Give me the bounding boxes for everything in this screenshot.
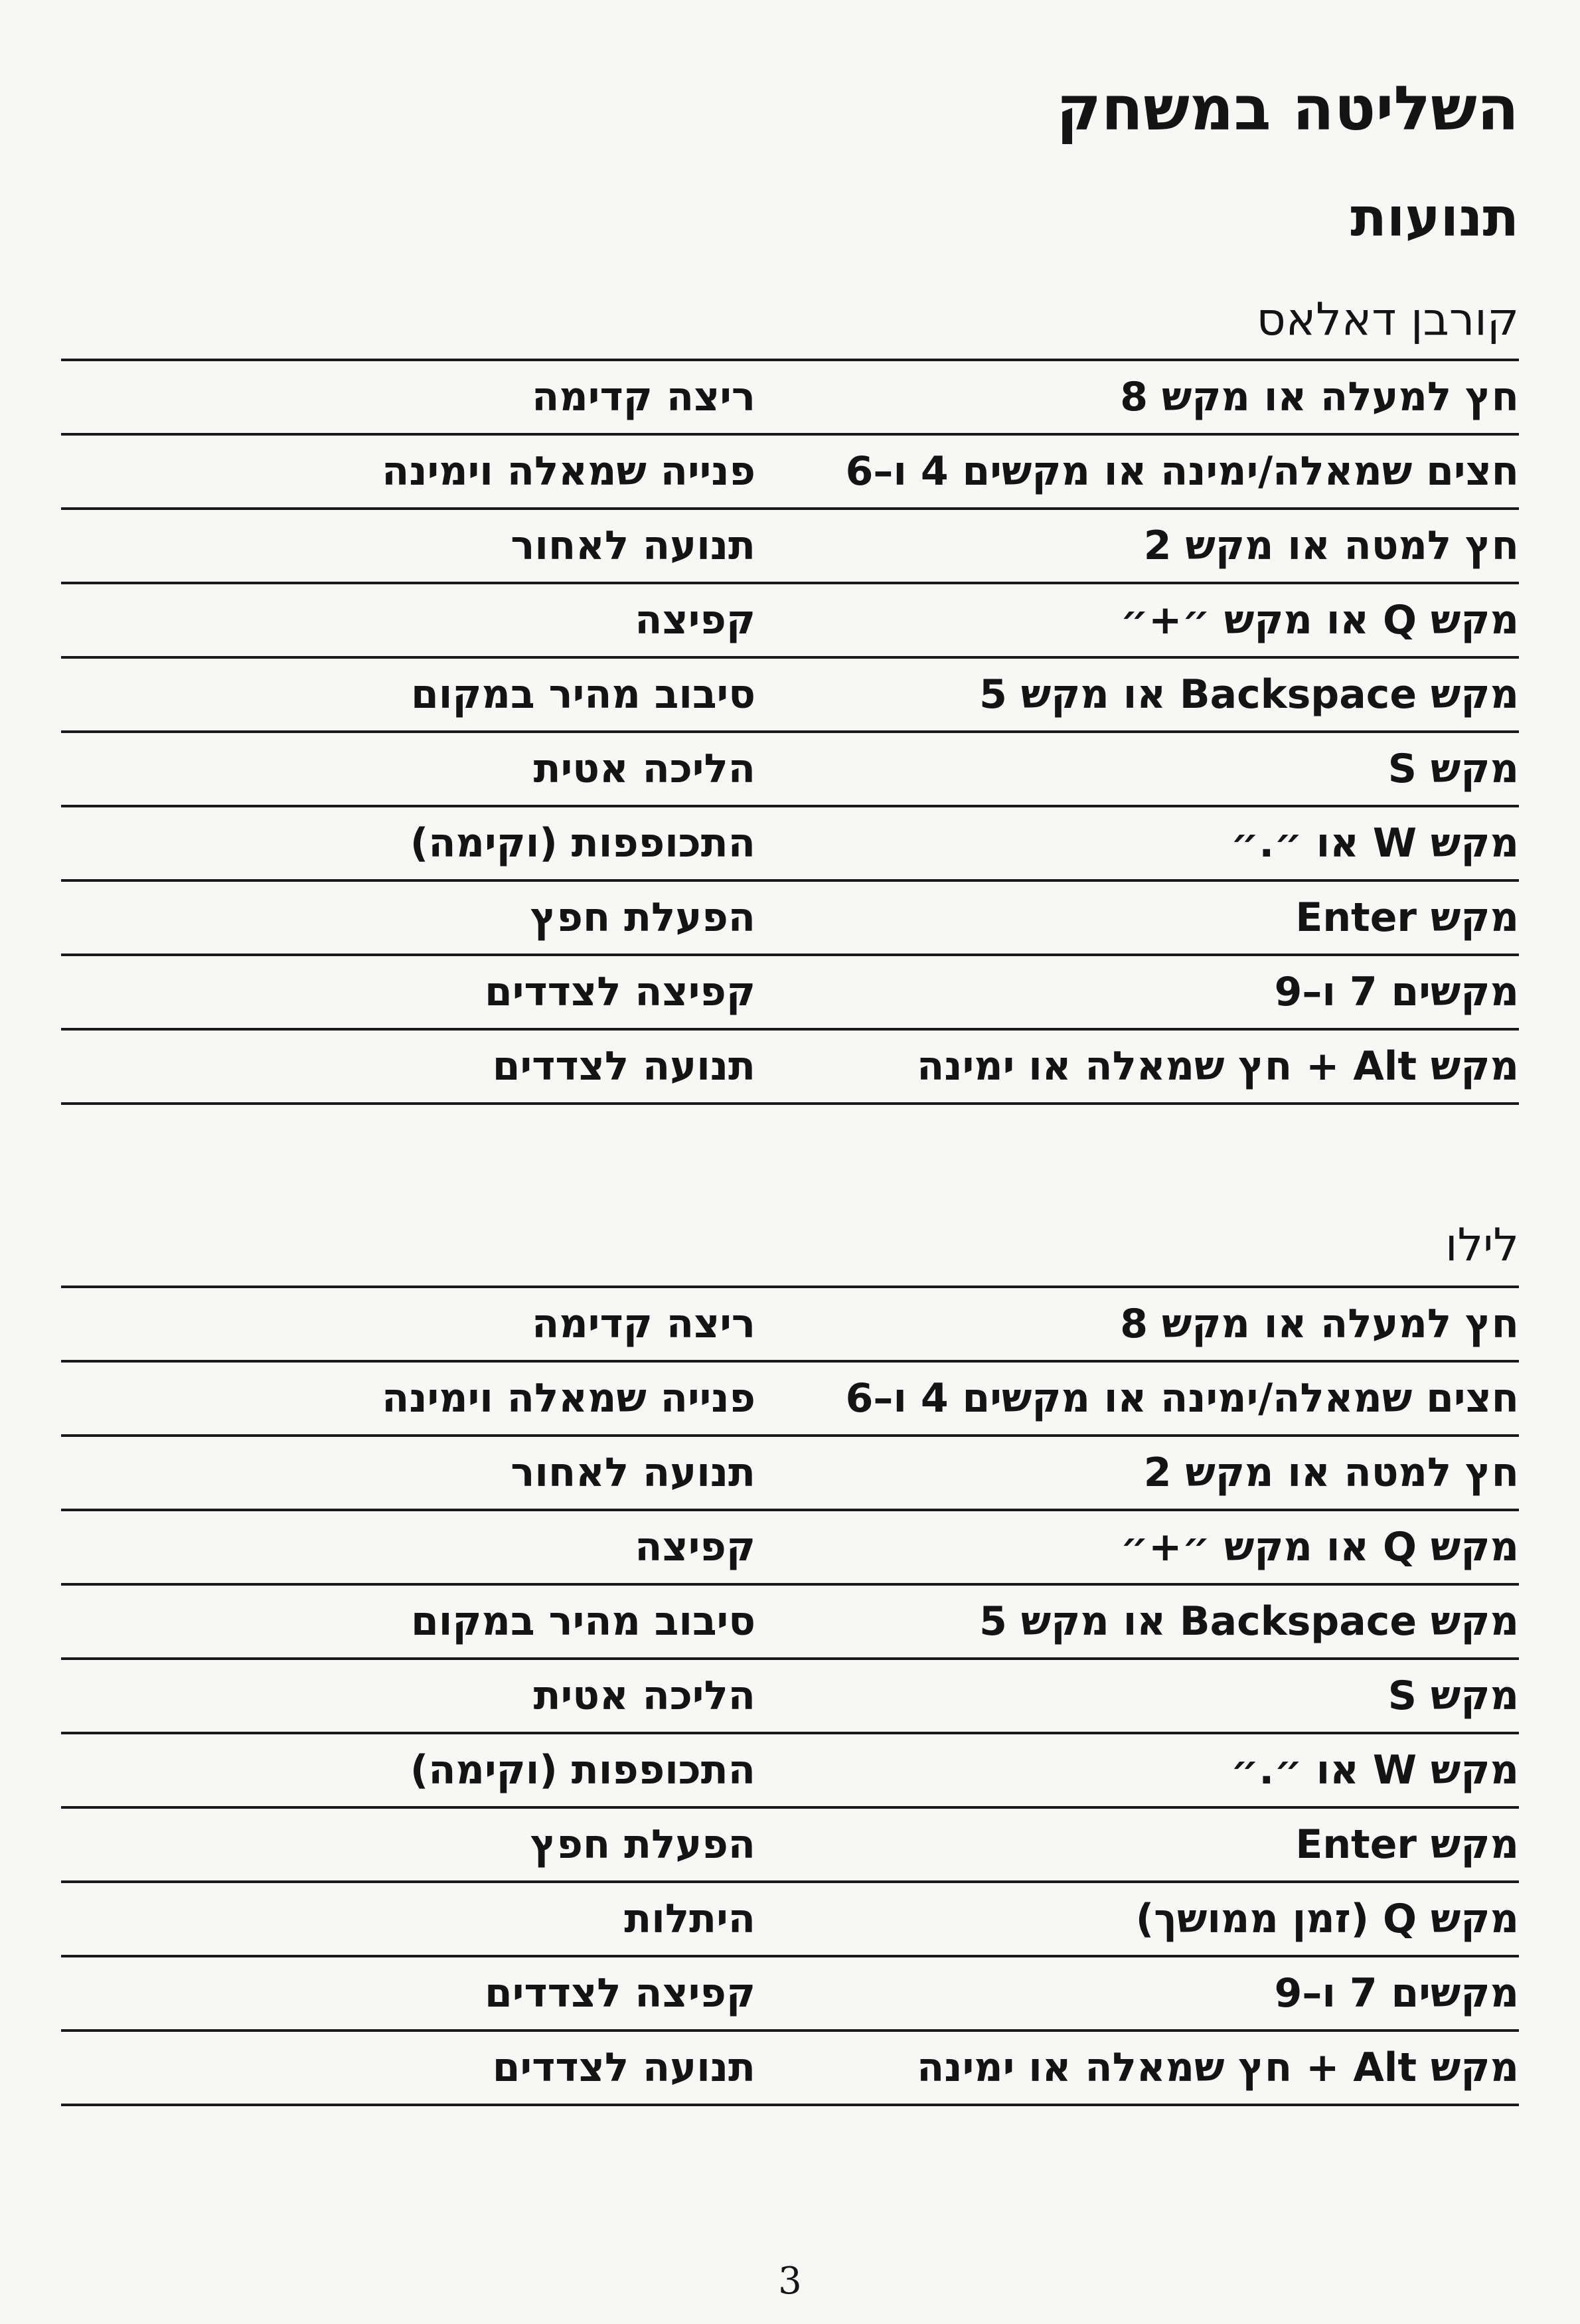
character-label-korben-dallas: קורבן דאלאס <box>1256 293 1519 346</box>
table-row <box>61 510 1519 584</box>
key-binding-cell: מקש Q או מקש ״+״ <box>1120 597 1519 643</box>
table-row <box>61 1288 1519 1363</box>
key-binding-cell: מקש Enter <box>1295 894 1519 941</box>
key-binding-cell: מקש Backspace או מקש 5 <box>979 1598 1519 1645</box>
key-binding-cell: חצים שמאלה/ימינה או מקשים 4 ו–6 <box>845 1375 1519 1422</box>
key-binding-cell: מקש Alt + חץ שמאלה או ימינה <box>917 1043 1519 1090</box>
table-row <box>61 361 1519 436</box>
action-cell: פנייה שמאלה וימינה <box>382 1375 755 1422</box>
action-cell: קפיצה <box>635 597 755 643</box>
table-row <box>61 1031 1519 1105</box>
key-binding-cell: מקש S <box>1387 1673 1519 1719</box>
key-binding-cell: מקש Q (זמן ממושך) <box>1135 1896 1519 1942</box>
key-binding-cell: מקש W או ״.״ <box>1230 1747 1519 1793</box>
table-row <box>61 1586 1519 1660</box>
controls-table-leeloo <box>61 1286 1519 2106</box>
table-row <box>61 1809 1519 1883</box>
table-row <box>61 733 1519 807</box>
key-binding-cell: מקש Enter <box>1295 1821 1519 1868</box>
action-cell: היתלות <box>624 1896 755 1942</box>
action-cell: סיבוב מהיר במקום <box>411 671 755 718</box>
action-cell: הליכה אטית <box>533 1673 755 1719</box>
action-cell: תנועה לצדדים <box>492 2044 755 2091</box>
action-cell: תנועה לצדדים <box>492 1043 755 1090</box>
key-binding-cell: חץ למעלה או מקש 8 <box>1120 374 1519 420</box>
action-cell: תנועה לאחור <box>511 523 755 569</box>
action-cell: התכופפות (וקימה) <box>410 1747 755 1793</box>
action-cell: הפעלת חפץ <box>530 1821 755 1868</box>
character-label-leeloo: לילו <box>1445 1219 1519 1272</box>
action-cell: ריצה קדימה <box>532 374 755 420</box>
action-cell: קפיצה <box>635 1524 755 1570</box>
table-row <box>61 1957 1519 2032</box>
table-row <box>61 1511 1519 1586</box>
table-row <box>61 2032 1519 2106</box>
table-row <box>61 1883 1519 1957</box>
controls-table-korben-dallas <box>61 359 1519 1105</box>
table-row <box>61 882 1519 956</box>
action-cell: התכופפות (וקימה) <box>410 820 755 867</box>
key-binding-cell: מקשים 7 ו–9 <box>1274 969 1519 1015</box>
section-heading-movements: תנועות <box>1350 187 1519 248</box>
action-cell: תנועה לאחור <box>511 1450 755 1496</box>
action-cell: סיבוב מהיר במקום <box>411 1598 755 1645</box>
page-number: 3 <box>778 2260 802 2303</box>
key-binding-cell: מקש S <box>1387 746 1519 792</box>
table-row <box>61 436 1519 510</box>
table-row <box>61 584 1519 659</box>
table-row <box>61 1437 1519 1511</box>
table-row <box>61 1363 1519 1437</box>
action-cell: קפיצה לצדדים <box>484 1970 755 2017</box>
table-row <box>61 1660 1519 1734</box>
page-title: השליטה במשחק <box>1056 73 1519 144</box>
table-row <box>61 807 1519 882</box>
action-cell: קפיצה לצדדים <box>484 969 755 1015</box>
key-binding-cell: חצים שמאלה/ימינה או מקשים 4 ו–6 <box>845 448 1519 495</box>
table-row <box>61 956 1519 1031</box>
key-binding-cell: חץ למעלה או מקש 8 <box>1120 1301 1519 1347</box>
key-binding-cell: מקש Backspace או מקש 5 <box>979 671 1519 718</box>
action-cell: פנייה שמאלה וימינה <box>382 448 755 495</box>
table-row <box>61 1734 1519 1809</box>
key-binding-cell: חץ למטה או מקש 2 <box>1143 1450 1519 1496</box>
key-binding-cell: מקש W או ״.״ <box>1230 820 1519 867</box>
key-binding-cell: מקש Q או מקש ״+״ <box>1120 1524 1519 1570</box>
key-binding-cell: מקש Alt + חץ שמאלה או ימינה <box>917 2044 1519 2091</box>
key-binding-cell: מקשים 7 ו–9 <box>1274 1970 1519 2017</box>
action-cell: הליכה אטית <box>533 746 755 792</box>
action-cell: הפעלת חפץ <box>530 894 755 941</box>
key-binding-cell: חץ למטה או מקש 2 <box>1143 523 1519 569</box>
action-cell: ריצה קדימה <box>532 1301 755 1347</box>
table-row <box>61 659 1519 733</box>
